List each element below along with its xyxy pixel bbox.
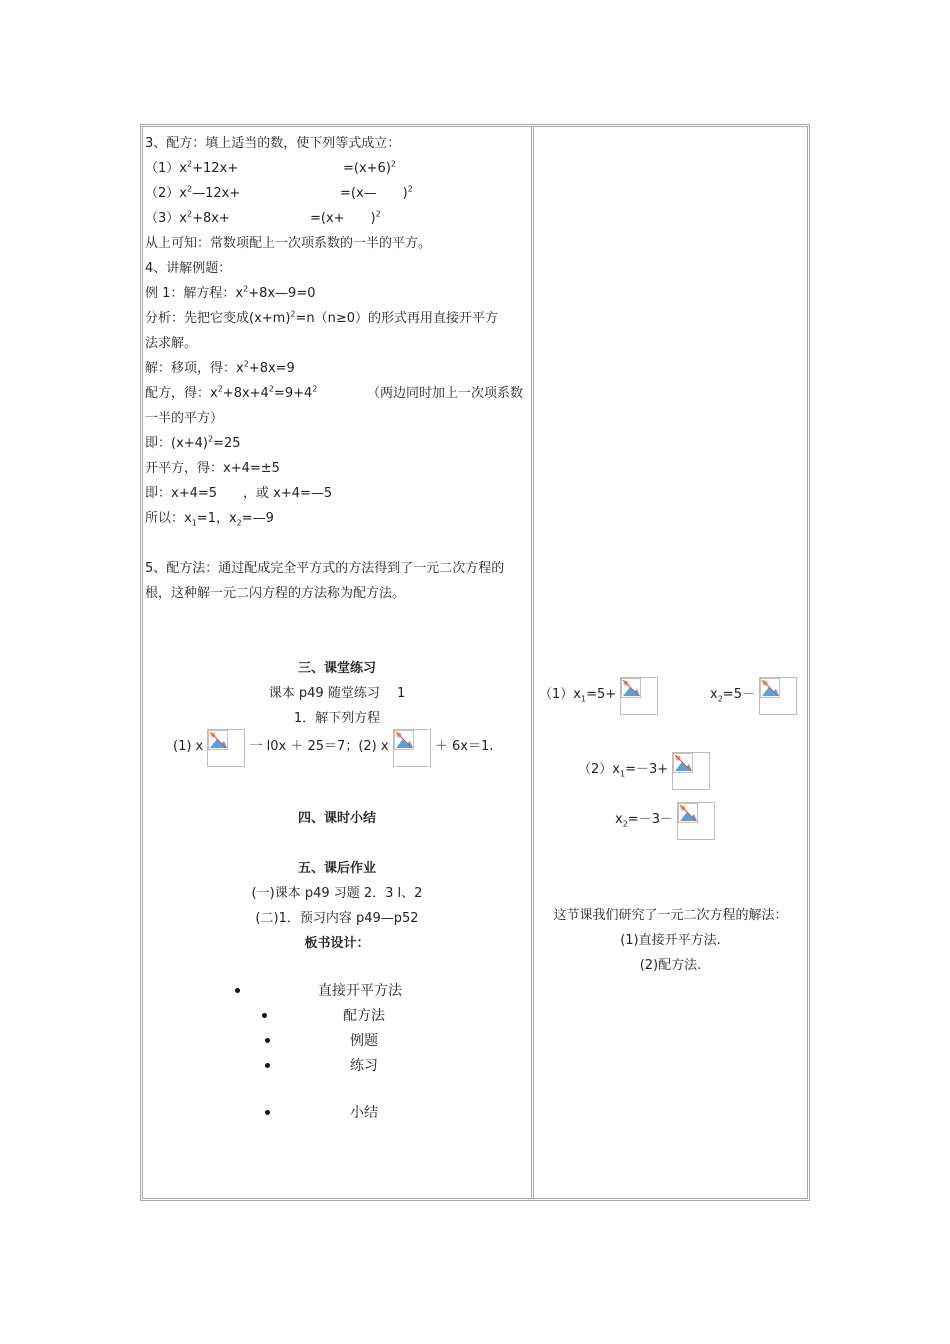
section3-title: 3、配方：填上适当的数，使下列等式成立：	[145, 136, 401, 151]
section5-line-1: 5、配方法：通过配成完全平方式的方法得到了一元二次方程的	[145, 561, 505, 576]
solution-line-5: 开平方，得：x+4=±5	[145, 461, 280, 476]
example-1: 例 1：解方程：$x^2+8x—9=0$	[145, 284, 316, 301]
fill-item-3: $(3)x^2+8x+$	[145, 209, 230, 226]
left-column	[143, 127, 534, 1198]
section3-conclusion: 从上可知：常数项配上一次项系数的一半的平方。	[145, 236, 432, 251]
image-placeholder-icon	[759, 677, 797, 715]
image-placeholder-icon	[620, 677, 658, 715]
lesson-summary-line-2: (1)直接开平方法.	[620, 933, 721, 948]
solution-line-6: 即：x+4=5 ，或 x+4=—5	[145, 486, 333, 501]
solution-line-2: 配方，得：$x^2+8x+4^2=9+4^2$	[145, 384, 318, 401]
fill-item-2-right: =(x— )$^2$	[340, 184, 413, 201]
summary-title: 四、课时小结	[297, 811, 376, 826]
image-placeholder-icon	[207, 729, 245, 767]
section4-title: 4、讲解例题：	[145, 261, 232, 276]
board-item: 小结	[350, 1105, 378, 1121]
homework-title: 五、课后作业	[297, 861, 376, 876]
solution-line-7: 所以：$x_1=1$，$x_2=—9$	[145, 511, 274, 528]
fill-item-1-right: $=(x+6)^2$	[343, 159, 396, 176]
practice-title: 三、课堂练习	[297, 661, 376, 676]
board-design-title: 板书设计：	[304, 936, 370, 951]
fill-item-1: $(1)x^2+12x+$	[145, 159, 239, 176]
image-placeholder-icon	[672, 752, 710, 790]
right-column	[534, 127, 807, 1198]
bullet-icon	[265, 1038, 270, 1043]
practice-task: 1．解下列方程	[293, 711, 381, 726]
fill-item-2: $(2)x^2—12x+$	[145, 184, 241, 201]
board-item: 练习	[350, 1058, 378, 1074]
solution-line-4: 即：$(x+4)^2=25$	[145, 434, 241, 451]
analysis-line-1: 分析：先把它变成$(x+m)^2=n(n\ge 0)$的形式再用直接开平方	[145, 309, 499, 326]
image-placeholder-icon	[677, 802, 715, 840]
board-item: 直接开平方法	[318, 983, 402, 999]
bullet-icon	[265, 1063, 270, 1068]
homework-line-2: (二)1．预习内容 p49—p52	[255, 911, 419, 926]
answer-1-x1: $(1)x_1=5+$	[539, 675, 658, 715]
lesson-table	[140, 124, 810, 1201]
fill-item-3-right: =(x+ )$^2$	[310, 209, 381, 226]
section5-line-2: 根，这种解一元二闪方程的方法称为配方法。	[145, 586, 406, 601]
board-item: 配方法	[343, 1008, 385, 1024]
bullet-icon	[262, 1013, 267, 1018]
solution-line-3: 一半的平方）	[145, 411, 224, 426]
lesson-summary-line-1: 这节课我们研究了一元二次方程的解法：	[553, 908, 788, 923]
bullet-icon	[235, 988, 240, 993]
board-item: 例题	[350, 1033, 378, 1049]
image-placeholder-icon	[393, 729, 431, 767]
answer-2-x1: $(2)x_1=-3+$	[578, 750, 710, 790]
answer-1-x2: $x_2=5-$	[710, 675, 797, 715]
solution-line-1: 解：移项，得：$x^2+8x=9$	[145, 359, 295, 376]
lesson-summary-line-3: (2)配方法.	[639, 958, 702, 973]
answer-2-x2: $x_2=-3-$	[615, 800, 715, 840]
analysis-line-2: 法求解。	[145, 336, 198, 351]
practice-equations: (1) x 一 l0x ＋ 25＝7；(2) x ＋ 6x＝1.	[173, 727, 493, 767]
practice-reference: 课本 p49 随堂练习 1	[268, 686, 406, 701]
bullet-icon	[265, 1110, 270, 1115]
solution-line-2-note: （两边同时加上一次项系数	[367, 386, 524, 401]
homework-line-1: (一)课本 p49 习题 2．3 l、2	[251, 886, 423, 901]
